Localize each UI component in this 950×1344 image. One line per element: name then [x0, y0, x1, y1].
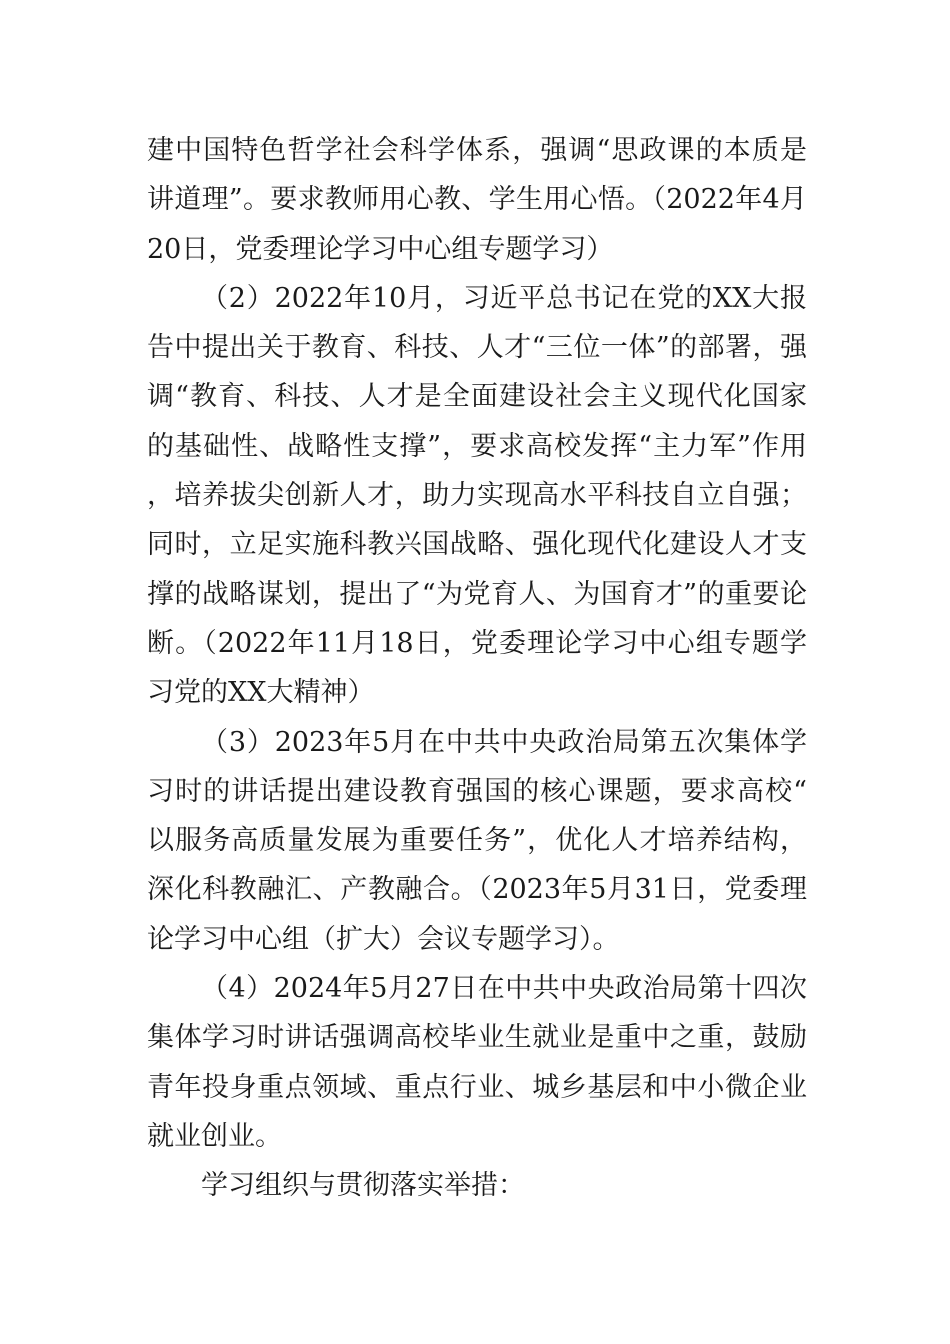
document-body: [147, 126, 807, 1211]
section-heading-measures: 学习组织与贯彻落实举措：: [201, 1170, 525, 1202]
paragraph-continuation: 建中国特色哲学社会科学体系，强调“思政课的本质是讲道理”。要求教师用心教、学生用心悟。（2022年4月20日，党委理论学习中心组专题学习）: [147, 135, 807, 265]
paragraph-item-4: （4）2024年5月27日在中共中央政治局第十四次集体学习时讲话强调高校毕业生就业是重中之重，鼓励青年投身重点领域、重点行业、城乡基层和中小微企业就业创业。: [147, 973, 807, 1152]
paragraph-item-2: （2）2022年10月，习近平总书记在党的XX大报告中提出关于教育、科技、人才“三位一体”的部署，强调“教育、科技、人才是全面建设社会主义现代化国家的基础性、战略性支撑”，要求高校发挥“主力军”作用，培养拔尖创新人才，助力实现高水平科技自立自强；同时，立足实施科教兴国战略、强化现代化建设人才支撑的战略谋划，提出了“为党育人、为国育才”的重要论断。（2022年11月18日，党委理论学习中心组专题学习党的XX大精神）: [147, 282, 807, 709]
paragraph-item-3: （3）2023年5月在中共中央政治局第五次集体学习时的讲话提出建设教育强国的核心课题，要求高校“以服务高质量发展为重要任务”，优化人才培养结构，深化科教融汇、产教融合。（2023年5月31日，党委理论学习中心组（扩大）会议专题学习）。: [147, 726, 807, 955]
